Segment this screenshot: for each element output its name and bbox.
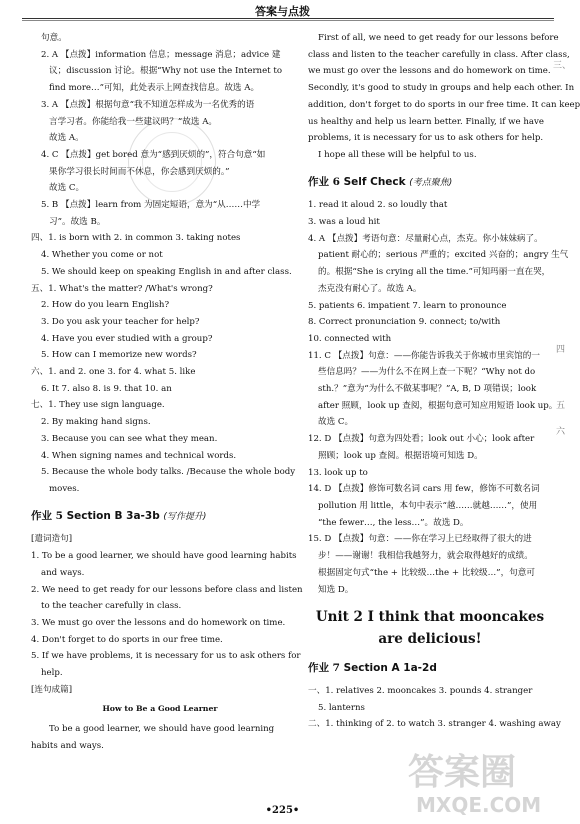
text-line: 12. D 【点拨】句意为四处看；look out 小心；look after bbox=[308, 434, 535, 445]
text-line: 4. Have you ever studied with a group? bbox=[41, 333, 213, 344]
right-essay-block bbox=[308, 30, 580, 164]
text-line: 步！——谢谢！我相信我越努力，就会取得越好的成绩。 bbox=[318, 551, 533, 562]
text-line: 2. We need to get ready for our lessons before class and listen bbox=[31, 584, 303, 595]
watermark-sub: MXQE.COM bbox=[416, 793, 542, 817]
section-6-heading bbox=[308, 174, 552, 192]
text-line: habits and ways. bbox=[31, 740, 104, 751]
text-line: find more…”可知，此处表示上网查找信息。故选 A。 bbox=[49, 83, 260, 94]
text-line: 15. D 【点拨】句意：——你在学习上已经取得了很大的进 bbox=[308, 534, 532, 545]
text-line: 3. Do you ask your teacher for help? bbox=[41, 316, 200, 327]
section-5-heading bbox=[31, 508, 289, 526]
text-line: [连句成篇] bbox=[31, 684, 73, 695]
text-line: 4. C 【点拨】get bored 意为“感到厌烦的”，符合句意“如 bbox=[41, 149, 266, 160]
text-line: Secondly, it's good to study in groups and help each other. In bbox=[308, 83, 575, 94]
text-line: sth.？”意为“为什么不做某事呢？”A, B, D 项错误；look bbox=[318, 384, 537, 395]
text-line: 故选 C。 bbox=[49, 183, 85, 194]
text-line: 14. D 【点拨】修饰可数名词 cars 用 few，修饰不可数名词 bbox=[308, 484, 540, 495]
edge-mark-mid-2: 五 bbox=[556, 401, 566, 411]
section-6-hint: (考点聚焦) bbox=[409, 177, 453, 188]
text-line: 七、1. They use sign language. bbox=[31, 400, 165, 411]
text-line: 一、1. relatives 2. mooncakes 3. pounds 4. stranger bbox=[308, 685, 533, 696]
text-line: 二、1. thinking of 2. to watch 3. stranger 4. washing away bbox=[308, 719, 561, 730]
text-line: 故选 A。 bbox=[49, 133, 84, 144]
text-line: 4. When signing names and technical words. bbox=[41, 450, 237, 461]
edge-mark-top-right: 三、 bbox=[553, 61, 572, 71]
left-column bbox=[31, 30, 303, 755]
section-6-name: Self Check bbox=[343, 175, 406, 188]
left-sentences-block bbox=[31, 531, 303, 698]
text-line: 5. We should keep on speaking English in and after class. bbox=[41, 266, 292, 277]
text-line: and ways. bbox=[41, 567, 85, 578]
text-line: moves. bbox=[49, 483, 80, 494]
section-7-name: Section A 1a-2d bbox=[343, 662, 437, 675]
text-line: 3. was a loud hit bbox=[308, 217, 380, 228]
text-line: 照顾；look up 查阅。根据语境可知选 D。 bbox=[318, 450, 483, 461]
text-line: First of all, we need to get ready for our lessons before bbox=[318, 33, 559, 43]
text-line: 1. To be a good learner, we should have good learning habits bbox=[31, 551, 297, 562]
text-line: 3. A 【点拨】根据句意“我不知道怎样成为一名优秀的语 bbox=[41, 99, 255, 110]
text-line: pollution 用 little，本句中表示“越……就越……”，使用 bbox=[318, 500, 538, 511]
text-line: problems, it is necessary for us to ask others for help. bbox=[308, 133, 544, 144]
right-column bbox=[308, 30, 580, 733]
text-line: 8. Correct pronunciation 9. connect; to/with bbox=[308, 317, 501, 328]
right-unit2-answers bbox=[308, 683, 561, 733]
right-answers-block bbox=[308, 197, 569, 598]
unit-title-line2: are delicious! bbox=[378, 631, 482, 648]
text-line: 四、1. is born with 2. in common 3. taking notes bbox=[31, 233, 241, 244]
text-line: 5. B 【点拨】learn from 为固定短语，意为“从……中学 bbox=[41, 200, 261, 211]
unit-title bbox=[308, 606, 552, 650]
text-line: [遣词造句] bbox=[31, 534, 73, 545]
text-line: help. bbox=[41, 668, 63, 679]
text-line: 果你学习很长时间而不休息，你会感到厌烦的。” bbox=[49, 166, 230, 177]
text-line: us healthy and help us learn better. Finally, if we have bbox=[308, 116, 544, 127]
text-line: 4. A 【点拨】考语句意：尽量耐心点，杰克。你小妹妹病了。 bbox=[308, 233, 543, 244]
text-line: 根据固定句式“the + 比较级…the + 比较级…”，句意可 bbox=[318, 567, 535, 578]
text-line: 5. patients 6. impatient 7. learn to pronounce bbox=[308, 300, 507, 311]
text-line: 5. Because the whole body talks. /Because the whole body bbox=[41, 467, 296, 478]
text-line: 习”。故选 B。 bbox=[49, 216, 106, 227]
left-essay-block bbox=[31, 721, 289, 754]
text-line: 10. connected with bbox=[308, 333, 392, 344]
watermark-text: 答案圈 bbox=[408, 752, 517, 793]
text-line: patient 耐心的；serious 严重的；excited 兴奋的；angry 生气 bbox=[318, 250, 569, 261]
edge-mark-mid-3: 六 bbox=[556, 427, 566, 437]
essay-title: How to Be a Good Learner bbox=[102, 704, 218, 714]
text-line: 3. We must go over the lessons and do homework on time. bbox=[31, 617, 286, 628]
text-line: 五、1. What's the matter? /What's wrong? bbox=[31, 283, 213, 294]
header-rule-thin bbox=[22, 20, 554, 21]
text-line: 4. Don't forget to do sports in our free time. bbox=[31, 634, 223, 645]
text-line: 3. Because you can see what they mean. bbox=[41, 433, 218, 444]
header-rule bbox=[22, 18, 554, 19]
text-line: we must go over the lessons and do homework on time. bbox=[308, 66, 551, 77]
section-5-name: Section B 3a-3b bbox=[66, 509, 160, 522]
text-line: 的。根据“She is crying all the time.”可知玛丽一直在哭， bbox=[318, 267, 551, 278]
header-title: 答案与点拨 bbox=[255, 5, 310, 18]
text-line: “the fewer…, the less…”。故选 D。 bbox=[318, 517, 469, 528]
text-line: 杰克没有耐心了。故选 A。 bbox=[318, 283, 422, 294]
section-5-label: 作业 5 bbox=[31, 509, 63, 522]
text-line: 2. A 【点拨】information 信息；message 消息；advice 建 bbox=[41, 49, 281, 60]
text-line: to the teacher carefully in class. bbox=[41, 601, 182, 612]
text-line: I hope all these will be helpful to us. bbox=[318, 149, 477, 160]
text-line: 1. read it aloud 2. so loudly that bbox=[308, 200, 448, 211]
text-line: 言学习者。你能给我一些建议吗？”故选 A。 bbox=[49, 116, 218, 127]
text-line: addition, don't forget to do sports in our free time. It can keep bbox=[308, 99, 580, 110]
text-line: 13. look up to bbox=[308, 467, 368, 478]
text-line: 11. C 【点拨】句意：——你能告诉我关于你城市里宾馆的一 bbox=[308, 350, 540, 361]
text-line: 句意。 bbox=[41, 33, 67, 43]
text-line: after 照顾，look up 查阅，根据句意可知应用短语 look up。 bbox=[318, 400, 558, 411]
section-6-label: 作业 6 bbox=[308, 175, 340, 188]
text-line: 六、1. and 2. one 3. for 4. what 5. like bbox=[31, 367, 196, 378]
left-answers-block bbox=[31, 30, 296, 498]
section-5-hint: (写作提升) bbox=[163, 511, 207, 522]
text-line: 议；discussion 讨论。根据“Why not use the Internet to bbox=[49, 66, 282, 77]
text-line: 5. lanterns bbox=[318, 702, 365, 713]
text-line: 故选 C。 bbox=[318, 417, 354, 428]
text-line: 4. Whether you come or not bbox=[41, 250, 163, 261]
unit-title-line1: Unit 2 I think that mooncakes bbox=[315, 609, 545, 626]
text-line: 2. By making hand signs. bbox=[41, 417, 151, 428]
section-7-heading bbox=[308, 660, 552, 677]
page-header bbox=[0, 0, 565, 22]
edge-mark-mid-1: 四 bbox=[556, 345, 566, 355]
text-line: 知选 D。 bbox=[318, 584, 354, 595]
page-number: •225• bbox=[265, 805, 300, 816]
text-line: class and listen to the teacher carefully in class. After class, bbox=[308, 49, 570, 60]
text-line: 些信息吗？——为什么不在网上查一下呢？“Why not do bbox=[318, 367, 536, 378]
text-line: 2. How do you learn English? bbox=[41, 300, 170, 311]
text-line: 5. How can I memorize new words? bbox=[41, 350, 197, 361]
text-line: 6. It 7. also 8. is 9. that 10. an bbox=[41, 383, 172, 394]
section-7-label: 作业 7 bbox=[308, 662, 340, 675]
text-line: To be a good learner, we should have good learning bbox=[49, 724, 275, 735]
text-line: 5. If we have problems, it is necessary for us to ask others for bbox=[31, 651, 301, 662]
